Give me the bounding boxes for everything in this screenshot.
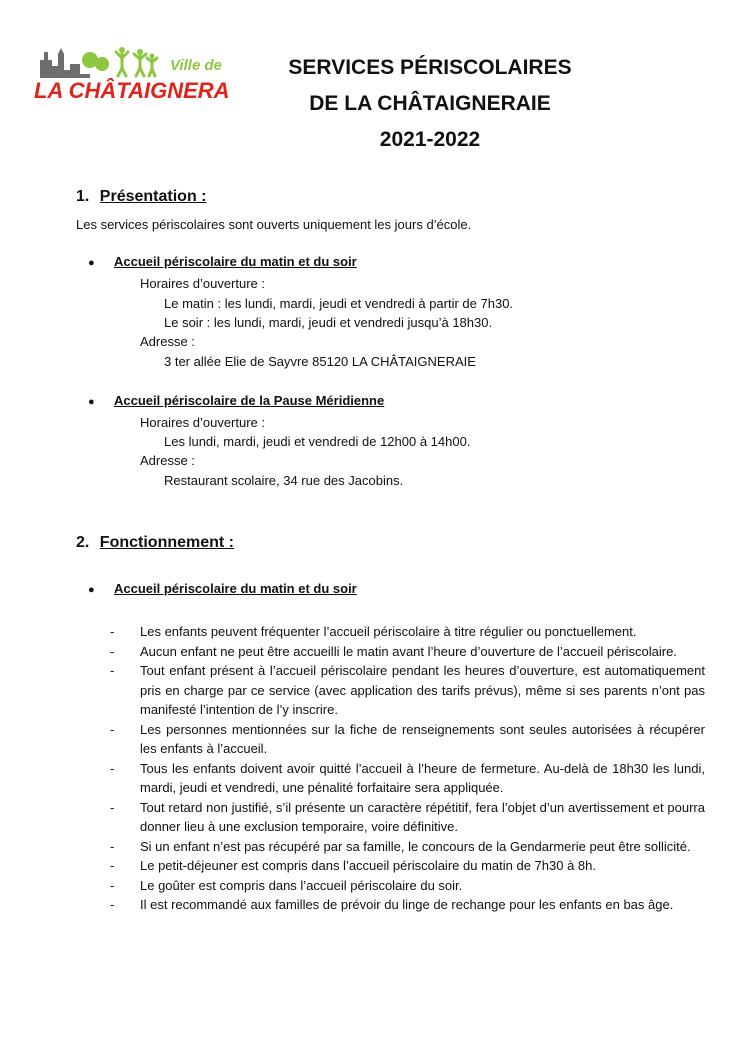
rule-text: Tout retard non justifié, s’il présente un caractère répétitif, fera l’objet d’un avertissement et pourra donner lieu à une exclusion temporaire, voire définitive. — [140, 799, 705, 834]
section-2-title: Fonctionnement : — [99, 534, 235, 551]
section-1-title: Présentation : — [99, 188, 207, 205]
rule-text: Il est recommandé aux familles de prévoir du linge de rechange pour les enfants en bas âge. — [140, 897, 674, 912]
tree-icon — [95, 57, 109, 71]
rules-list — [110, 622, 705, 915]
section-2-heading — [76, 534, 234, 552]
skyline-icon — [40, 48, 90, 78]
logo-big-text: LA CHÂTAIGNERAIE — [34, 78, 230, 102]
town-logo — [30, 40, 230, 102]
rule-text: Le petit-déjeuner est compris dans l’accueil périscolaire du matin de 7h30 à 8h. — [140, 858, 596, 873]
rule-text: Les enfants peuvent fréquenter l’accueil périscolaire à titre régulier ou ponctuellement. — [140, 624, 637, 639]
rule-text: Les personnes mentionnées sur la fiche de renseignements sont seules autorisées à récupérer les enfants à l’accueil. — [140, 721, 705, 756]
service-a-address-label: Adresse : — [140, 334, 195, 349]
service-a-hours-evening: Le soir : les lundi, mardi, jeudi et vendredi jusqu’à 18h30. — [164, 315, 493, 330]
list-item: - Si un enfant n’est pas récupéré par sa famille, le concours de la Gendarmerie peut être sollicité. — [110, 838, 691, 854]
page-title-line-2: DE LA CHÂTAIGNERAIE — [309, 92, 551, 115]
service-b-address: Restaurant scolaire, 34 rue des Jacobins. — [164, 473, 404, 488]
section-1-number: 1. — [76, 188, 90, 205]
list-item: - Les enfants peuvent fréquenter l’accueil périscolaire à titre régulier ou ponctuellement. — [110, 624, 637, 639]
list-item: - Aucun enfant ne peut être accueilli le matin avant l’heure d’ouverture de l’accueil périscolaire. — [110, 643, 677, 659]
service-c-title: Accueil périscolaire du matin et du soir — [114, 581, 357, 596]
list-item: - Tout enfant présent à l’accueil périscolaire pendant les heures d’ouverture, est automatiquement pris en charge par ce service (avec application des tarifs prévus), même si ses parents n’ont pas manifesté l’intention de l’y inscrire. — [110, 663, 705, 717]
people-icon — [116, 47, 157, 76]
section-2-number: 2. — [76, 534, 90, 551]
list-item: - Tous les enfants doivent avoir quitté l’accueil à l’heure de fermeture. Au-delà de 18h30 les lundi, mardi, jeudi et vendredi, une pénalité forfaitaire sera appliquée. — [110, 760, 705, 795]
town-logo-graphic — [30, 40, 230, 102]
service-a-title: Accueil périscolaire du matin et du soir — [114, 254, 357, 269]
logo-small-text: Ville de — [170, 57, 222, 74]
list-item: - Il est recommandé aux familles de prévoir du linge de rechange pour les enfants en bas âge. — [110, 897, 674, 912]
service-b-title: Accueil périscolaire de la Pause Méridienne — [114, 393, 385, 408]
service-a-hours-morning: Le matin : les lundi, mardi, jeudi et vendredi à partir de 7h30. — [164, 296, 514, 311]
list-item: - Les personnes mentionnées sur la fiche de renseignements sont seules autorisées à récupérer les enfants à l’accueil. — [110, 721, 705, 756]
page-title-line-3: 2021-2022 — [379, 128, 481, 151]
rule-text: Si un enfant n’est pas récupéré par sa famille, le concours de la Gendarmerie peut être sollicité. — [140, 838, 691, 854]
service-b-hours-label: Horaires d’ouverture : — [140, 415, 265, 430]
rule-text: Tout enfant présent à l’accueil périscolaire pendant les heures d’ouverture, est automatiquement pris en charge par ce service (avec application des tarifs prévus), même si ses parents n’ont pas manifesté l’intention de l’y inscrire. — [140, 663, 705, 717]
rule-text: Tous les enfants doivent avoir quitté l’accueil à l’heure de fermeture. Au-delà de 18h30 les lundi, mardi, jeudi et vendredi, une pénalité forfaitaire sera appliquée. — [140, 760, 705, 795]
list-item: - Le petit-déjeuner est compris dans l’accueil périscolaire du matin de 7h30 à 8h. — [110, 858, 596, 873]
list-item: - Tout retard non justifié, s’il présente un caractère répétitif, fera l’objet d’un avertissement et pourra donner lieu à une exclusion temporaire, voire définitive. — [110, 799, 705, 834]
section-1-intro: Les services périscolaires sont ouverts uniquement les jours d’école. — [76, 217, 472, 232]
service-b-hours: Les lundi, mardi, jeudi et vendredi de 12h00 à 14h00. — [164, 434, 471, 449]
rule-text: Le goûter est compris dans l’accueil périscolaire du soir. — [140, 877, 463, 893]
bullet-icon: ● — [88, 396, 95, 408]
service-b-address-label: Adresse : — [140, 453, 195, 468]
section-1-heading — [76, 188, 206, 206]
page-title-line-1: SERVICES PÉRISCOLAIRES — [288, 56, 572, 79]
bullet-icon: ● — [88, 584, 95, 596]
bullet-icon: ● — [88, 257, 95, 269]
service-a-hours-label: Horaires d’ouverture : — [140, 276, 265, 291]
rule-text: Aucun enfant ne peut être accueilli le matin avant l’heure d’ouverture de l’accueil périscolaire. — [140, 643, 677, 659]
service-a-address: 3 ter allée Elie de Sayvre 85120 LA CHÂTAIGNERAIE — [164, 354, 476, 369]
list-item: - Le goûter est compris dans l’accueil périscolaire du soir. — [110, 877, 463, 893]
